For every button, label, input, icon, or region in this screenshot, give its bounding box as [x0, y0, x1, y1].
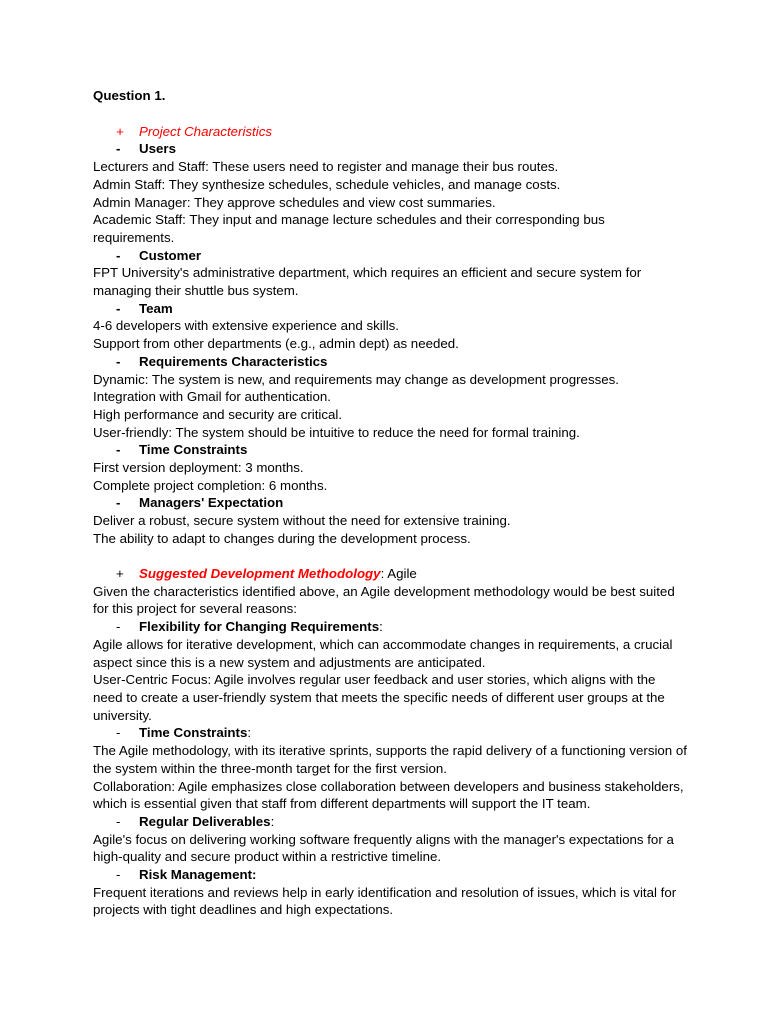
item-line: The ability to adapt to changes during the development process.: [93, 530, 471, 546]
item-line: 4-6 developers with extensive experience and skills.: [93, 318, 399, 334]
item-heading: - Regular Deliverables :: [116, 813, 275, 829]
item-line: Academic Staff: They input and manage lecture schedules and their corresponding bus requirements.: [93, 212, 605, 245]
item-line: Collaboration: Agile emphasizes close collaboration between developers and business stakeholders, which is essential given that staff from different departments will support the IT team.: [93, 778, 684, 812]
section1-title: Project Characteristics: [139, 123, 273, 139]
item-line: Agile allows for iterative development, which can accommodate changes in requirements, a crucial aspect since this is a new system and adjustments are anticipated.: [93, 636, 673, 670]
item-heading: - Requirements Characteristics: [116, 353, 328, 369]
item-line: FPT University's administrative department, which requires an efficient and secure system for managing their shuttle bus system.: [93, 265, 642, 299]
item-line: Agile's focus on delivering working software frequently aligns with the manager's expectations for a high-quality and secure product within a restrictive timeline.: [93, 831, 674, 865]
item-line: First version deployment: 3 months.: [93, 460, 304, 476]
item-line: Dynamic: The system is new, and requirements may change as development progresses.: [93, 371, 619, 387]
item-heading: - Time Constraints :: [116, 725, 252, 741]
section2-items: [93, 618, 688, 919]
item-heading: - Risk Management:: [116, 867, 257, 883]
item-line: Lecturers and Staff: These users need to register and manage their bus routes.: [93, 159, 559, 175]
item-heading: - Customer: [116, 247, 202, 263]
section2-marker: +: [116, 566, 124, 582]
section2-title-suffix: : Agile: [380, 566, 417, 582]
item-heading: - Users: [116, 141, 176, 157]
item-line: User-Centric Focus: Agile involves regular user feedback and user stories, which aligns with the need to create a user-friendly system that meets the specific needs of different user groups at the university.: [93, 672, 665, 723]
item-line: Integration with Gmail for authentication.: [93, 389, 331, 405]
item-line: Deliver a robust, secure system without the need for extensive training.: [93, 513, 511, 529]
section1-items: [93, 140, 688, 547]
item-line: Frequent iterations and reviews help in early identification and resolution of issues, which is vital for projects with tight deadlines and high expectations.: [93, 884, 677, 918]
item-line: Admin Staff: They synthesize schedules, schedule vehicles, and manage costs.: [93, 176, 561, 192]
question-title: Question 1.: [93, 88, 166, 103]
item-line: The Agile methodology, with its iterative sprints, supports the rapid delivery of a functioning version of the system within the three-month target for the first version.: [93, 743, 687, 776]
section2-title: Suggested Development Methodology: [139, 566, 381, 582]
section2-header: [93, 565, 688, 583]
section2-intro: Given the characteristics identified above, an Agile development methodology would be best suited for this project for several reasons:: [93, 583, 675, 617]
item-heading: - Managers' Expectation: [116, 495, 284, 511]
item-line: High performance and security are critical.: [93, 406, 343, 422]
item-line: Complete project completion: 6 months.: [93, 477, 328, 493]
item-heading: - Team: [116, 300, 173, 316]
item-line: Admin Manager: They approve schedules and view cost summaries.: [93, 194, 496, 210]
item-line: Support from other departments (e.g., admin dept) as needed.: [93, 336, 459, 352]
item-heading: - Time Constraints: [116, 442, 248, 458]
section1-header: [93, 123, 688, 141]
section1-marker: +: [116, 123, 124, 139]
item-line: User-friendly: The system should be intuitive to reduce the need for formal training.: [93, 424, 580, 440]
item-heading: - Flexibility for Changing Requirements :: [116, 619, 383, 635]
